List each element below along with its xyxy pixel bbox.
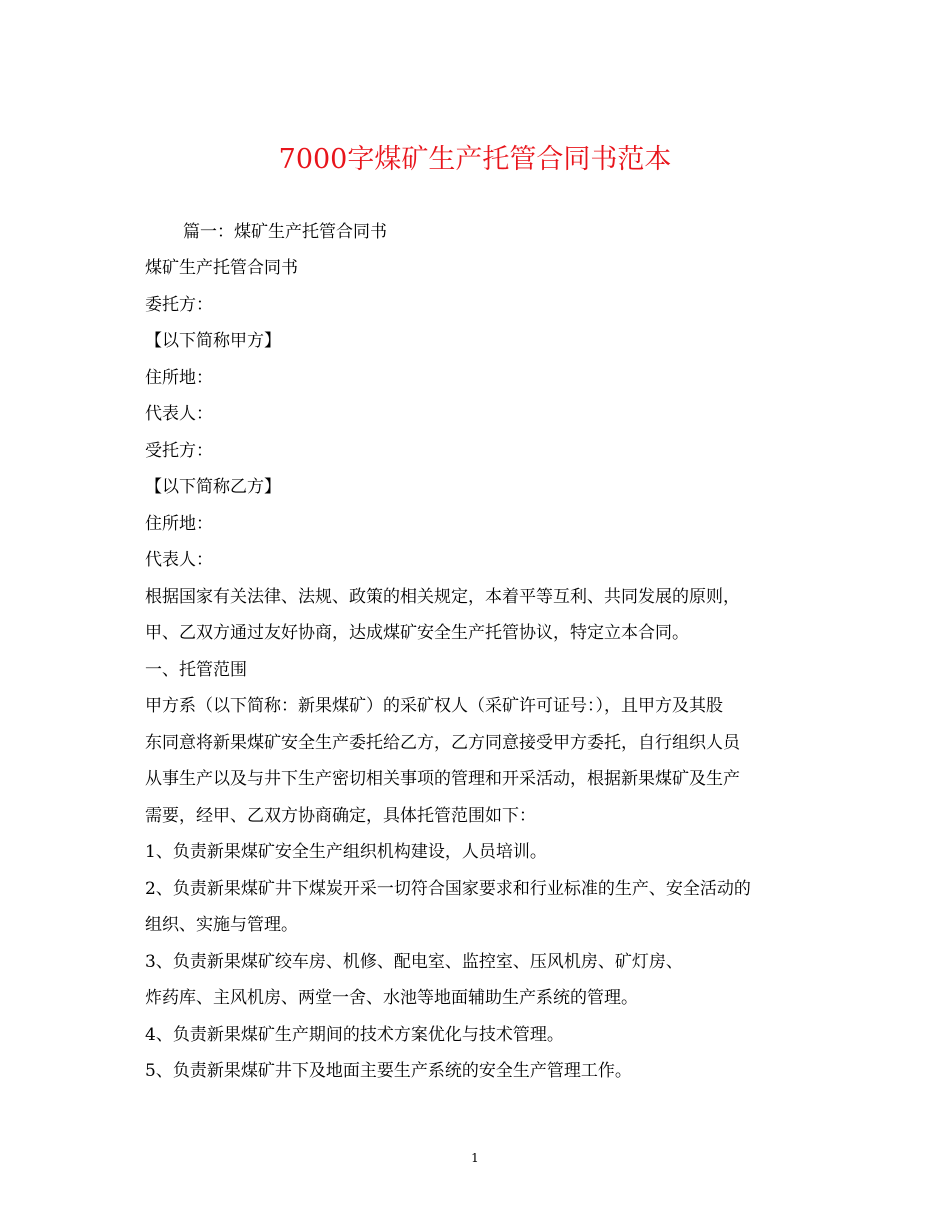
text-line: 煤矿生产托管合同书: [145, 258, 298, 278]
document-title: 7000字煤矿生产托管合同书范本: [278, 144, 672, 175]
text-line: 一、托管范围: [145, 660, 247, 680]
text-line: 住所地：: [145, 514, 213, 534]
text-line: 1、负责新果煤矿安全生产组织机构建设，人员培训。: [145, 842, 547, 862]
text-line: 甲、乙双方通过友好协商，达成煤矿安全生产托管协议，特定立本合同。: [145, 623, 689, 643]
text-line: 3、负责新果煤矿绞车房、机修、配电室、监控室、压风机房、矿灯房、: [145, 952, 683, 972]
text-line: 住所地：: [145, 368, 213, 388]
section-heading: 篇一：煤矿生产托管合同书: [183, 222, 387, 242]
text-line: 代表人：: [145, 404, 213, 424]
text-line: 炸药库、主风机房、两堂一舍、水池等地面辅助生产系统的管理。: [145, 988, 638, 1008]
text-line: 2、负责新果煤矿井下煤炭开采一切符合国家要求和行业标准的生产、安全活动的: [145, 879, 751, 899]
text-line: 【以下简称乙方】: [145, 477, 281, 497]
text-line: 组织、实施与管理。: [145, 915, 298, 935]
text-line: 从事生产以及与井下生产密切相关事项的管理和开采活动，根据新果煤矿及生产: [145, 769, 740, 789]
text-line: 甲方系（以下简称：新果煤矿）的采矿权人（采矿许可证号：），且甲方及其股: [145, 696, 723, 716]
text-line: 东同意将新果煤矿安全生产委托给乙方，乙方同意接受甲方委托，自行组织人员: [145, 733, 740, 753]
text-line: 5、负责新果煤矿井下及地面主要生产系统的安全生产管理工作。: [145, 1061, 632, 1081]
text-line: 4、负责新果煤矿生产期间的技术方案优化与技术管理。: [145, 1025, 564, 1045]
text-line: 根据国家有关法律、法规、政策的相关规定，本着平等互利、共同发展的原则，: [145, 587, 740, 607]
text-line: 【以下简称甲方】: [145, 331, 281, 351]
page-number: 1: [471, 1151, 479, 1165]
text-line: 需要，经甲、乙双方协商确定，具体托管范围如下：: [145, 806, 536, 826]
text-line: 委托方：: [145, 295, 213, 315]
text-line: 受托方：: [145, 441, 213, 461]
text-line: 代表人：: [145, 550, 213, 570]
